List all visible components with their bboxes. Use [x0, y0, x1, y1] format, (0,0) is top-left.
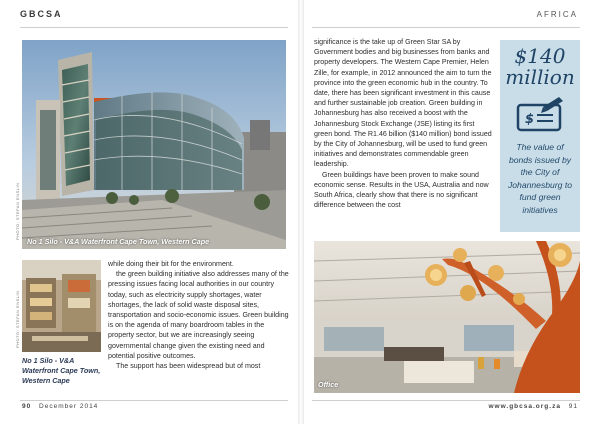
callout-amount: $140 [514, 44, 566, 68]
footer-right [488, 403, 578, 410]
left-paragraph-1: while doing their bit for the environment. [108, 260, 234, 268]
page-gutter [298, 0, 304, 424]
footer-date: December 2014 [39, 403, 99, 410]
office-photo [314, 241, 580, 393]
page-number-right: 91 [568, 403, 578, 410]
footer-rule-right [312, 400, 580, 401]
callout-amount-unit: million [505, 65, 575, 89]
left-paragraph-2: the green building initiative also addresses many of the pressing issues facing local authorities in our country today, such as electricity supply shortages, water shortages, the lack of solid waste disposal sites, transportation and socio-economic issues. Green building is on the agenda of many boardroom tables in the property sector, but we are increasingly seeing governmental change given the existing need and potential positive outcomes. [108, 270, 289, 360]
footer-left [22, 403, 98, 410]
right-body-text [314, 37, 494, 210]
interior-illustration [22, 260, 101, 352]
office-illustration [314, 241, 580, 393]
footer-rule-left [20, 400, 288, 401]
header-rule-left [20, 27, 288, 28]
interior-photo-caption: No 1 Silo - V&A Waterfront Cape Town, Western Cape [22, 356, 101, 385]
right-paragraph-2: Green buildings have been proven to make sound economic sense. Results in the USA, Australia and now South Africa, clearly show that there is no significant difference between the cost [314, 170, 489, 210]
right-paragraph-1: significance is the take up of Green Star SA by Government bodies and big businesses from banks and property developers. The Western Cape Premier, Helen Zille, for example, in 2012 announced the aim to turn the province into the green economic hub in the country. To date, there has been significant investment in this cause and further sustainable job creation. Green building in Johannesburg has also received a boost with the Johannesburg Stock Exchange (JSE) listing its first green bond. The R1.46 billion ($140 million) bond issued by the City of Johannesburg, will be used to fund green initiatives and demonstrates commendable green leadership. [314, 38, 492, 169]
interior-photo [22, 260, 101, 352]
building-photo-credit: PHOTO: STEFAN ENSLIN [15, 182, 20, 240]
bond-value-callout [500, 40, 580, 232]
left-body-text [108, 259, 290, 371]
office-photo-caption: Office [318, 380, 339, 389]
brand-title: GBCSA [20, 9, 63, 19]
building-photo-caption: No 1 Silo - V&A Waterfront Cape Town, Western Cape [27, 237, 210, 246]
svg-text:$: $ [525, 112, 535, 127]
cheque-icon [515, 95, 565, 133]
interior-photo-credit: PHOTO: STEFAN ENSLIN [15, 290, 20, 348]
building-illustration [22, 40, 286, 249]
footer-url: www.gbcsa.org.za [488, 403, 561, 410]
section-title: AFRICA [536, 10, 578, 19]
header-rule-right [312, 27, 580, 28]
building-photo [22, 40, 286, 249]
left-paragraph-3: The support has been widespread but of most [116, 362, 261, 371]
page-number-left: 90 [22, 403, 32, 410]
callout-description: The value of bonds issued by the City of Johannesburg to fund green initiatives [507, 142, 573, 215]
